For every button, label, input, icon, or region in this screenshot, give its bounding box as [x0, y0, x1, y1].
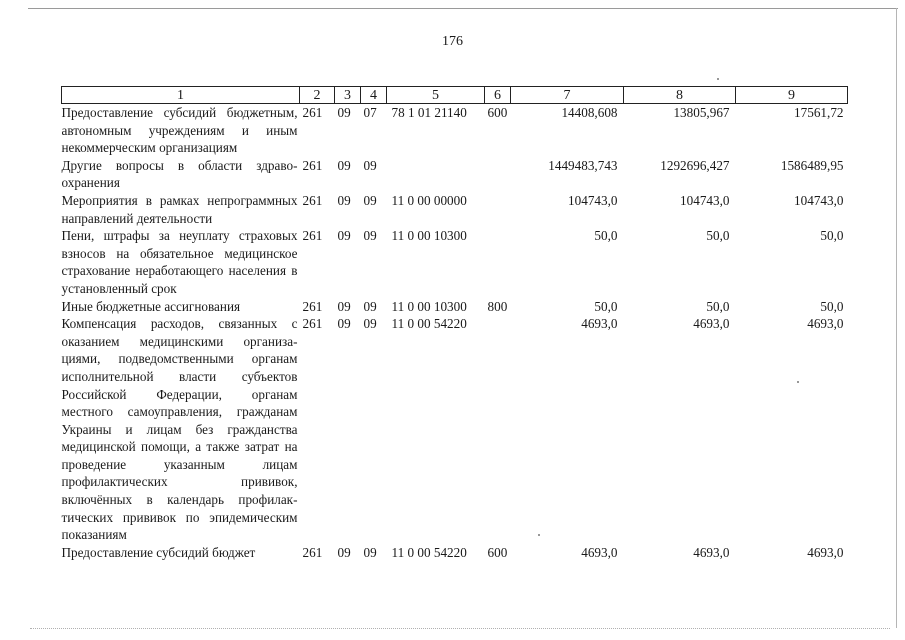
row-target-article: 11 0 00 54220	[391, 544, 467, 560]
row-subsection-code: 07	[363, 105, 377, 120]
row-name: Предоставление субсидий бюджет	[61, 544, 256, 560]
column-header: 2	[300, 87, 335, 104]
column-header: 7	[511, 87, 624, 104]
row-section-code: 09	[337, 228, 351, 244]
row-target-article: 11 0 00 10300	[391, 228, 467, 244]
row-section-code: 09	[337, 298, 351, 314]
row-amount-col9: 104743,0	[794, 192, 844, 208]
row-amount-col7: 4693,0	[581, 544, 618, 560]
row-amount-col9: 1586489,95	[780, 157, 844, 173]
row-amount-col8: 4693,0	[693, 544, 730, 560]
row-target-article: 11 0 00 00000	[391, 192, 467, 208]
row-expense-type	[485, 157, 511, 192]
column-header: 4	[361, 87, 387, 104]
row-amount-col9: 4693,0	[807, 544, 844, 560]
scan-right-edge	[896, 8, 897, 628]
row-amount-col8: 50,0	[706, 298, 730, 314]
row-name: Предоставление субсидий бюджетным, автономным учреждениям и иным некоммерческим организациям	[61, 105, 298, 156]
column-header: 9	[736, 87, 848, 104]
row-target-article: 11 0 00 10300	[391, 298, 467, 314]
row-section-code: 09	[337, 544, 351, 560]
row-amount-col7: 4693,0	[581, 316, 618, 332]
row-expense-type: 600	[487, 544, 508, 560]
row-ministry-code: 261	[302, 157, 323, 173]
row-amount-col7: 104743,0	[568, 192, 618, 208]
row-subsection-code: 09	[363, 316, 377, 332]
row-ministry-code: 261	[302, 192, 323, 208]
table-row	[62, 192, 848, 227]
row-target-article	[387, 157, 485, 192]
row-ministry-code: 261	[302, 544, 323, 560]
table-row	[62, 104, 848, 157]
column-header: 8	[624, 87, 736, 104]
row-name: Пени, штрафы за неуплату страховых взносов на обязательное медицинское страхование неработающего населения в установленный срок	[61, 228, 298, 296]
row-amount-col7: 50,0	[594, 228, 618, 244]
page-number: 176	[442, 34, 463, 49]
row-subsection-code: 09	[363, 157, 377, 173]
column-header: 6	[485, 87, 511, 104]
row-amount-col7: 50,0	[594, 298, 618, 314]
table-row	[62, 315, 848, 544]
row-amount-col7: 1449483,743	[548, 157, 618, 173]
row-target-article: 11 0 00 54220	[391, 316, 467, 332]
row-name: Иные бюджетные ассигнования	[61, 298, 241, 314]
row-amount-col9: 4693,0	[807, 316, 844, 332]
column-header: 3	[335, 87, 361, 104]
table-header-row	[62, 87, 848, 104]
row-amount-col8: 4693,0	[693, 316, 730, 332]
row-amount-col8: 1292696,427	[660, 157, 730, 173]
row-ministry-code: 261	[302, 316, 323, 332]
row-amount-col8: 50,0	[706, 228, 730, 244]
row-ministry-code: 261	[302, 298, 323, 314]
row-amount-col7: 14408,608	[561, 105, 618, 120]
row-expense-type	[485, 315, 511, 544]
row-amount-col9: 17561,72	[794, 105, 844, 120]
row-expense-type: 600	[487, 105, 508, 120]
row-expense-type	[485, 192, 511, 227]
row-ministry-code: 261	[302, 105, 323, 120]
row-subsection-code: 09	[363, 298, 377, 314]
table-row	[62, 544, 848, 562]
column-header: 5	[387, 87, 485, 104]
scan-bottom-noise	[30, 628, 890, 629]
table-row	[62, 298, 848, 316]
row-section-code: 09	[337, 157, 351, 173]
row-target-article: 78 1 01 21140	[391, 105, 467, 120]
row-amount-col9: 50,0	[820, 298, 844, 314]
row-name: Другие вопросы в области здравоохранения	[61, 157, 298, 191]
row-subsection-code: 09	[363, 228, 377, 244]
row-section-code: 09	[337, 105, 351, 120]
column-header: 1	[62, 87, 300, 104]
row-name: Компенсация расходов, связанных с оказанием медицинскими организациями, подведомственными органам исполнительной власти субъектов Российской Федерации, органам местного самоуправления, гражданам Украины и лицам без гражданства медицинской помощи, а также затрат на проведение указанным лицам профилактических прививок, включённых в календарь профилактических прививок по эпидемическим показаниям	[61, 316, 298, 543]
scan-speck	[717, 78, 719, 80]
row-section-code: 09	[337, 316, 351, 332]
table-row	[62, 227, 848, 297]
row-amount-col8: 13805,967	[673, 105, 730, 120]
row-subsection-code: 09	[363, 544, 377, 560]
row-subsection-code: 09	[363, 192, 377, 208]
row-section-code: 09	[337, 192, 351, 208]
row-ministry-code: 261	[302, 228, 323, 244]
row-name: Мероприятия в рамках непрограммных направлений деятельности	[61, 192, 298, 226]
table-row	[62, 157, 848, 192]
budget-table	[61, 86, 848, 561]
scan-top-edge	[28, 8, 898, 9]
row-amount-col8: 104743,0	[680, 192, 730, 208]
row-expense-type: 800	[487, 298, 508, 314]
row-expense-type	[485, 227, 511, 297]
row-amount-col9: 50,0	[820, 228, 844, 244]
